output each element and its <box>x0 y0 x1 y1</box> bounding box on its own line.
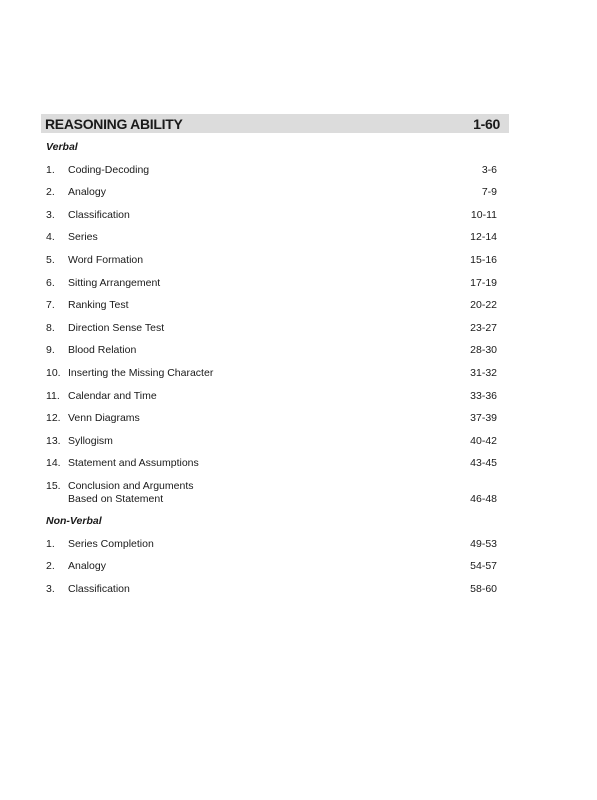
entry-number: 5. <box>46 253 55 266</box>
entry-number: 8. <box>46 321 55 334</box>
entry-title <box>68 560 437 573</box>
entry-title <box>68 435 437 448</box>
entry-title-text: Blood Relation <box>68 344 137 357</box>
toc-entry[interactable] <box>41 560 509 573</box>
entry-title-line2: Based on Statement <box>68 492 164 505</box>
entry-number: 12. <box>46 412 61 425</box>
entry-pages: 17-19 <box>470 276 497 289</box>
entry-title-text: Classification <box>68 582 130 595</box>
section-title: REASONING ABILITY <box>45 115 183 132</box>
entry-title-text: Series <box>68 231 98 244</box>
entry-title <box>68 254 437 267</box>
section-header <box>41 114 509 133</box>
entry-title-text: Venn Diagrams <box>68 412 140 425</box>
toc-entry[interactable] <box>41 390 509 403</box>
entry-pages: 28-30 <box>470 344 497 357</box>
entry-number: 4. <box>46 231 55 244</box>
toc-entry[interactable] <box>41 367 509 380</box>
toc-entry[interactable] <box>41 344 509 357</box>
entry-title <box>68 277 437 290</box>
entry-title <box>68 299 437 312</box>
entry-pages: 43-45 <box>470 457 497 470</box>
entry-number: 2. <box>46 560 55 573</box>
entry-title-text: Coding-Decoding <box>68 163 150 176</box>
entry-title-text: Syllogism <box>68 434 113 447</box>
entry-pages: 7-9 <box>481 186 497 199</box>
entry-pages: 23-27 <box>470 321 497 334</box>
toc-entry[interactable] <box>41 254 509 267</box>
entry-pages: 37-39 <box>470 412 497 425</box>
entry-pages: 54-57 <box>470 560 497 573</box>
toc-entry[interactable] <box>41 299 509 312</box>
verbal-list <box>41 164 509 506</box>
entry-number: 15. <box>46 479 61 492</box>
entry-pages: 3-6 <box>481 163 497 176</box>
toc-entry[interactable] <box>41 186 509 199</box>
toc-entry[interactable] <box>41 583 509 596</box>
entry-title-text: Inserting the Missing Character <box>68 366 214 379</box>
toc-entry[interactable] <box>41 209 509 222</box>
entry-number: 2. <box>46 186 55 199</box>
entry-number: 3. <box>46 582 55 595</box>
entry-title <box>68 209 437 222</box>
entry-pages: 20-22 <box>470 299 497 312</box>
entry-number: 9. <box>46 344 55 357</box>
entry-pages: 15-16 <box>470 253 497 266</box>
entry-title-text: Calendar and Time <box>68 389 157 402</box>
entry-title-text: Statement and Assumptions <box>68 457 199 470</box>
entry-pages: 40-42 <box>470 434 497 447</box>
entry-number: 11. <box>46 389 60 402</box>
entry-title-text: Analogy <box>68 560 106 573</box>
toc-entry[interactable] <box>41 435 509 448</box>
entry-pages: 58-60 <box>470 582 497 595</box>
entry-title <box>68 367 437 380</box>
entry-title-text: Sitting Arrangement <box>68 276 161 289</box>
toc-entry[interactable] <box>41 231 509 244</box>
entry-pages: 12-14 <box>470 231 497 244</box>
entry-number: 6. <box>46 276 55 289</box>
entry-title <box>68 390 437 403</box>
entry-pages: 31-32 <box>470 366 497 379</box>
entry-title-text: Conclusion and Arguments <box>68 479 194 492</box>
entry-title <box>68 457 437 470</box>
entry-pages: 10-11 <box>470 208 497 221</box>
toc-entry[interactable] <box>41 457 509 470</box>
entry-pages: 33-36 <box>470 389 497 402</box>
entry-title-text: Ranking Test <box>68 299 129 312</box>
verbal-heading: Verbal <box>46 141 78 153</box>
entry-number: 3. <box>46 208 55 221</box>
entry-title <box>68 480 437 506</box>
entry-title <box>68 186 437 199</box>
entry-number: 10. <box>46 366 61 379</box>
nonverbal-heading: Non-Verbal <box>46 514 102 527</box>
entry-number: 1. <box>46 163 55 176</box>
entry-title <box>68 583 437 596</box>
entry-title-text: Series Completion <box>68 537 154 550</box>
nonverbal-list <box>41 538 509 596</box>
entry-number: 14. <box>46 457 61 470</box>
toc-entry[interactable] <box>41 538 509 551</box>
entry-title <box>68 231 437 244</box>
entry-number: 7. <box>46 299 55 312</box>
toc-entry[interactable] <box>41 412 509 425</box>
section-pages: 1-60 <box>473 115 500 132</box>
entry-pages: 49-53 <box>470 537 497 550</box>
entry-title <box>68 322 437 335</box>
entry-title <box>68 344 437 357</box>
toc-entry[interactable] <box>41 164 509 177</box>
toc-entry[interactable] <box>41 480 509 506</box>
entry-title <box>68 164 437 177</box>
table-of-contents <box>41 114 509 596</box>
entry-number: 13. <box>46 434 61 447</box>
entry-title-text: Classification <box>68 208 130 221</box>
entry-title <box>68 412 437 425</box>
toc-entry[interactable] <box>41 322 509 335</box>
entry-pages: 46-48 <box>470 492 497 505</box>
entry-title-text: Direction Sense Test <box>68 321 165 334</box>
entry-title <box>68 538 437 551</box>
toc-entry[interactable] <box>41 277 509 290</box>
entry-title-text: Word Formation <box>68 253 144 266</box>
entry-number: 1. <box>46 537 55 550</box>
entry-title-text: Analogy <box>68 186 106 199</box>
